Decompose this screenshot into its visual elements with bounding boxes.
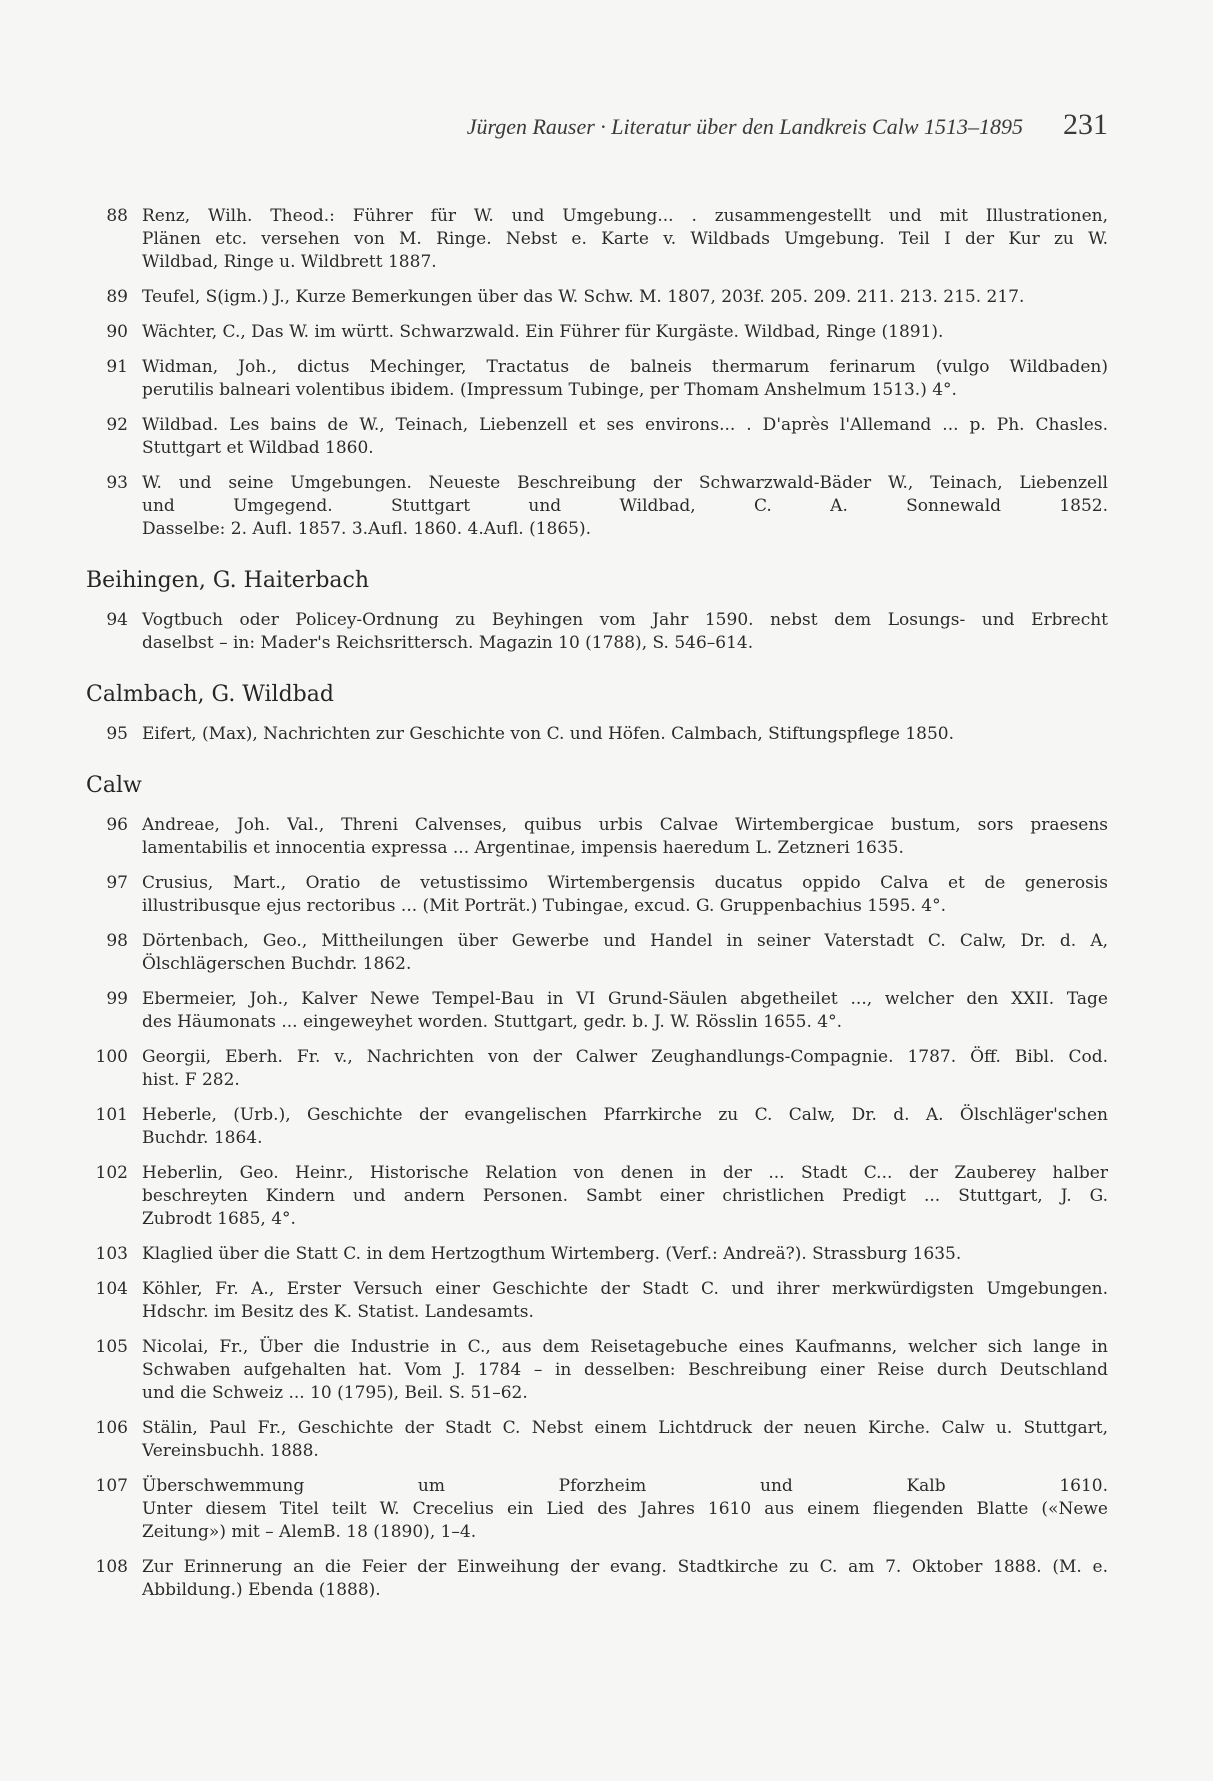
section-heading: Beihingen, G. Haiterbach	[86, 568, 370, 593]
entry-line: hist. F 282.	[142, 1070, 240, 1090]
entry-line: Überschwemmung um Pforzheim und Kalb 1610.	[142, 1476, 1108, 1496]
entry-text	[142, 1278, 1108, 1324]
entry-number: 94	[106, 610, 128, 630]
entry-line: Zur Erinnerung an die Feier der Einweihung der evang. Stadtkirche zu C. am 7. Oktober 1888. (M. e.	[142, 1557, 1108, 1577]
bibliography-entry	[86, 609, 1108, 655]
entry-number: 106	[95, 1418, 128, 1438]
entry-text	[142, 1336, 1108, 1405]
entry-number: 91	[106, 357, 128, 377]
entry-number: 101	[95, 1105, 128, 1125]
entry-text	[142, 1162, 1108, 1231]
entry-line: Heberle, (Urb.), Geschichte der evangelischen Pfarrkirche zu C. Calw, Dr. d. A. Ölschläger'schen	[142, 1105, 1108, 1125]
entry-line: W. und seine Umgebungen. Neueste Beschreibung der Schwarzwald-Bäder W., Teinach, Liebenzell	[142, 473, 1108, 493]
bibliography-entry	[86, 1475, 1108, 1544]
entry-text	[142, 930, 1108, 976]
entry-text	[142, 988, 1108, 1034]
entry-number: 107	[95, 1476, 128, 1496]
entry-line: und Umgegend. Stuttgart und Wildbad, C. A. Sonnewald 1852.	[142, 496, 1108, 516]
entry-number: 100	[95, 1047, 128, 1067]
running-title: Jürgen Rauser · Literatur über den Landkreis Calw 1513–1895	[466, 114, 1023, 139]
entry-number: 98	[106, 931, 128, 951]
entry-number: 95	[106, 724, 128, 744]
entry-text	[142, 1417, 1108, 1463]
page-number: 231	[1063, 108, 1108, 141]
entry-line: Wildbad. Les bains de W., Teinach, Liebenzell et ses environs... . D'après l'Allemand ... p. Ph. Chasles.	[142, 415, 1108, 435]
entry-line: Wächter, C., Das W. im württ. Schwarzwald. Ein Führer für Kurgäste. Wildbad, Ringe (1891).	[142, 322, 944, 342]
entry-line: Schwaben aufgehalten hat. Vom J. 1784 – in desselben: Beschreibung einer Reise durch Deutschland	[142, 1360, 1108, 1380]
entry-line: Stuttgart et Wildbad 1860.	[142, 438, 374, 458]
entry-line: Wildbad, Ringe u. Wildbrett 1887.	[142, 252, 437, 272]
section-heading: Calmbach, G. Wildbad	[86, 682, 334, 707]
entry-number: 89	[106, 287, 128, 307]
entry-number: 92	[106, 415, 128, 435]
entry-line: Widman, Joh., dictus Mechinger, Tractatus de balneis thermarum ferinarum (vulgo Wildbaden)	[142, 357, 1108, 377]
bibliography-entry	[86, 1162, 1108, 1231]
bibliography-entry	[86, 321, 1108, 344]
entry-text	[142, 1556, 1108, 1602]
bibliography-entry	[86, 286, 1108, 309]
entry-line: Ölschlägerschen Buchdr. 1862.	[142, 954, 412, 974]
bibliography-entry	[86, 1556, 1108, 1602]
entry-text	[142, 1104, 1108, 1150]
entry-line: Ebermeier, Joh., Kalver Newe Tempel-Bau in VI Grund-Säulen abgetheilet ..., welcher den XXII. Tage	[142, 989, 1108, 1009]
entry-number: 99	[106, 989, 128, 1009]
entry-text	[142, 414, 1108, 460]
entry-text	[142, 872, 1108, 918]
entry-line: Nicolai, Fr., Über die Industrie in C., aus dem Reisetagebuche eines Kaufmanns, welcher sich lange in	[142, 1337, 1108, 1357]
entry-line: perutilis balneari volentibus ibidem. (Impressum Tubinge, per Thomam Anshelmum 1513.) 4°.	[142, 380, 957, 400]
entry-line: Heberlin, Geo. Heinr., Historische Relation von denen in der ... Stadt C... der Zauberey halber	[142, 1163, 1108, 1183]
running-head	[300, 108, 1108, 142]
entry-text	[142, 1475, 1108, 1544]
section-heading: Calw	[86, 773, 142, 798]
entry-text	[142, 723, 1108, 746]
bibliography-entry	[86, 872, 1108, 918]
bibliography-entry	[86, 814, 1108, 860]
entry-number: 103	[95, 1244, 128, 1264]
entry-line: Hdschr. im Besitz des K. Statist. Landesamts.	[142, 1302, 534, 1322]
entry-text	[142, 356, 1108, 402]
entry-line: Crusius, Mart., Oratio de vetustissimo Wirtembergensis ducatus oppido Calva et de generosis	[142, 873, 1108, 893]
entry-line: Georgii, Eberh. Fr. v., Nachrichten von der Calwer Zeughandlungs-Compagnie. 1787. Öff. Bibl. Cod.	[142, 1047, 1108, 1067]
entry-line: Unter diesem Titel teilt W. Crecelius ein Lied des Jahres 1610 aus einem fliegenden Blatte («Newe	[142, 1499, 1108, 1519]
entry-text	[142, 205, 1108, 274]
bibliography-entry	[86, 472, 1108, 541]
entry-line: Renz, Wilh. Theod.: Führer für W. und Umgebung... . zusammengestellt und mit Illustrationen,	[142, 206, 1108, 226]
entry-text	[142, 609, 1108, 655]
entry-number: 108	[95, 1557, 128, 1577]
entry-line: Vereinsbuchh. 1888.	[142, 1441, 319, 1461]
bibliography-entry	[86, 1278, 1108, 1324]
entry-number: 105	[95, 1337, 128, 1357]
bibliography-list	[86, 205, 1108, 1614]
entry-number: 102	[95, 1163, 128, 1183]
entry-line: Stälin, Paul Fr., Geschichte der Stadt C. Nebst einem Lichtdruck der neuen Kirche. Calw u. Stuttgart,	[142, 1418, 1108, 1438]
entry-line: Köhler, Fr. A., Erster Versuch einer Geschichte der Stadt C. und ihrer merkwürdigsten Umgebungen.	[142, 1279, 1108, 1299]
entry-text	[142, 814, 1108, 860]
entry-line: Zubrodt 1685, 4°.	[142, 1209, 296, 1229]
bibliography-entry	[86, 205, 1108, 274]
entry-line: und die Schweiz ... 10 (1795), Beil. S. 51–62.	[142, 1383, 528, 1403]
entry-line: beschreyten Kindern und andern Personen. Sambt einer christlichen Predigt ... Stuttgart, J. G.	[142, 1186, 1108, 1206]
entry-text	[142, 1243, 1108, 1266]
entry-line: Buchdr. 1864.	[142, 1128, 263, 1148]
entry-line: Vogtbuch oder Policey-Ordnung zu Beyhingen vom Jahr 1590. nebst dem Losungs- und Erbrecht	[142, 610, 1108, 630]
bibliography-entry	[86, 1104, 1108, 1150]
entry-line: Plänen etc. versehen von M. Ringe. Nebst e. Karte v. Wildbads Umgebung. Teil I der Kur zu W.	[142, 229, 1108, 249]
bibliography-entry	[86, 930, 1108, 976]
entry-number: 104	[95, 1279, 128, 1299]
entry-line: lamentabilis et innocentia expressa ... Argentinae, impensis haeredum L. Zetzneri 1635.	[142, 838, 904, 858]
entry-number: 97	[106, 873, 128, 893]
entry-line: Teufel, S(igm.) J., Kurze Bemerkungen über das W. Schw. M. 1807, 203f. 205. 209. 211. 213. 215. 217.	[142, 287, 1025, 307]
entry-line: des Häumonats ... eingeweyhet worden. Stuttgart, gedr. b. J. W. Rösslin 1655. 4°.	[142, 1012, 843, 1032]
entry-line: illustribusque ejus rectoribus ... (Mit Porträt.) Tubingae, excud. G. Gruppenbachius 1595. 4°.	[142, 896, 946, 916]
entry-line: Andreae, Joh. Val., Threni Calvenses, quibus urbis Calvae Wirtembergicae bustum, sors praesens	[142, 815, 1108, 835]
entry-line: Eifert, (Max), Nachrichten zur Geschichte von C. und Höfen. Calmbach, Stiftungspflege 1850.	[142, 724, 954, 744]
entry-line: daselbst – in: Mader's Reichsrittersch. Magazin 10 (1788), S. 546–614.	[142, 633, 754, 653]
entry-number: 88	[106, 206, 128, 226]
entry-line: Zeitung») mit – AlemB. 18 (1890), 1–4.	[142, 1522, 477, 1542]
entry-number: 90	[106, 322, 128, 342]
entry-line: Klaglied über die Statt C. in dem Hertzogthum Wirtemberg. (Verf.: Andreä?). Strassburg 1635.	[142, 1244, 962, 1264]
bibliography-entry	[86, 723, 1108, 746]
bibliography-entry	[86, 988, 1108, 1034]
bibliography-entry	[86, 1243, 1108, 1266]
bibliography-entry	[86, 1417, 1108, 1463]
entry-line: Dörtenbach, Geo., Mittheilungen über Gewerbe und Handel in seiner Vaterstadt C. Calw, Dr. d. A,	[142, 931, 1108, 951]
bibliography-entry	[86, 1046, 1108, 1092]
entry-text	[142, 286, 1108, 309]
entry-number: 96	[106, 815, 128, 835]
entry-line: Abbildung.) Ebenda (1888).	[142, 1580, 381, 1600]
bibliography-entry	[86, 414, 1108, 460]
entry-text	[142, 321, 1108, 344]
entry-text	[142, 1046, 1108, 1092]
entry-line: Dasselbe: 2. Aufl. 1857. 3.Aufl. 1860. 4.Aufl. (1865).	[142, 519, 592, 539]
entry-number: 93	[106, 473, 128, 493]
bibliography-entry	[86, 1336, 1108, 1405]
entry-text	[142, 472, 1108, 541]
bibliography-entry	[86, 356, 1108, 402]
